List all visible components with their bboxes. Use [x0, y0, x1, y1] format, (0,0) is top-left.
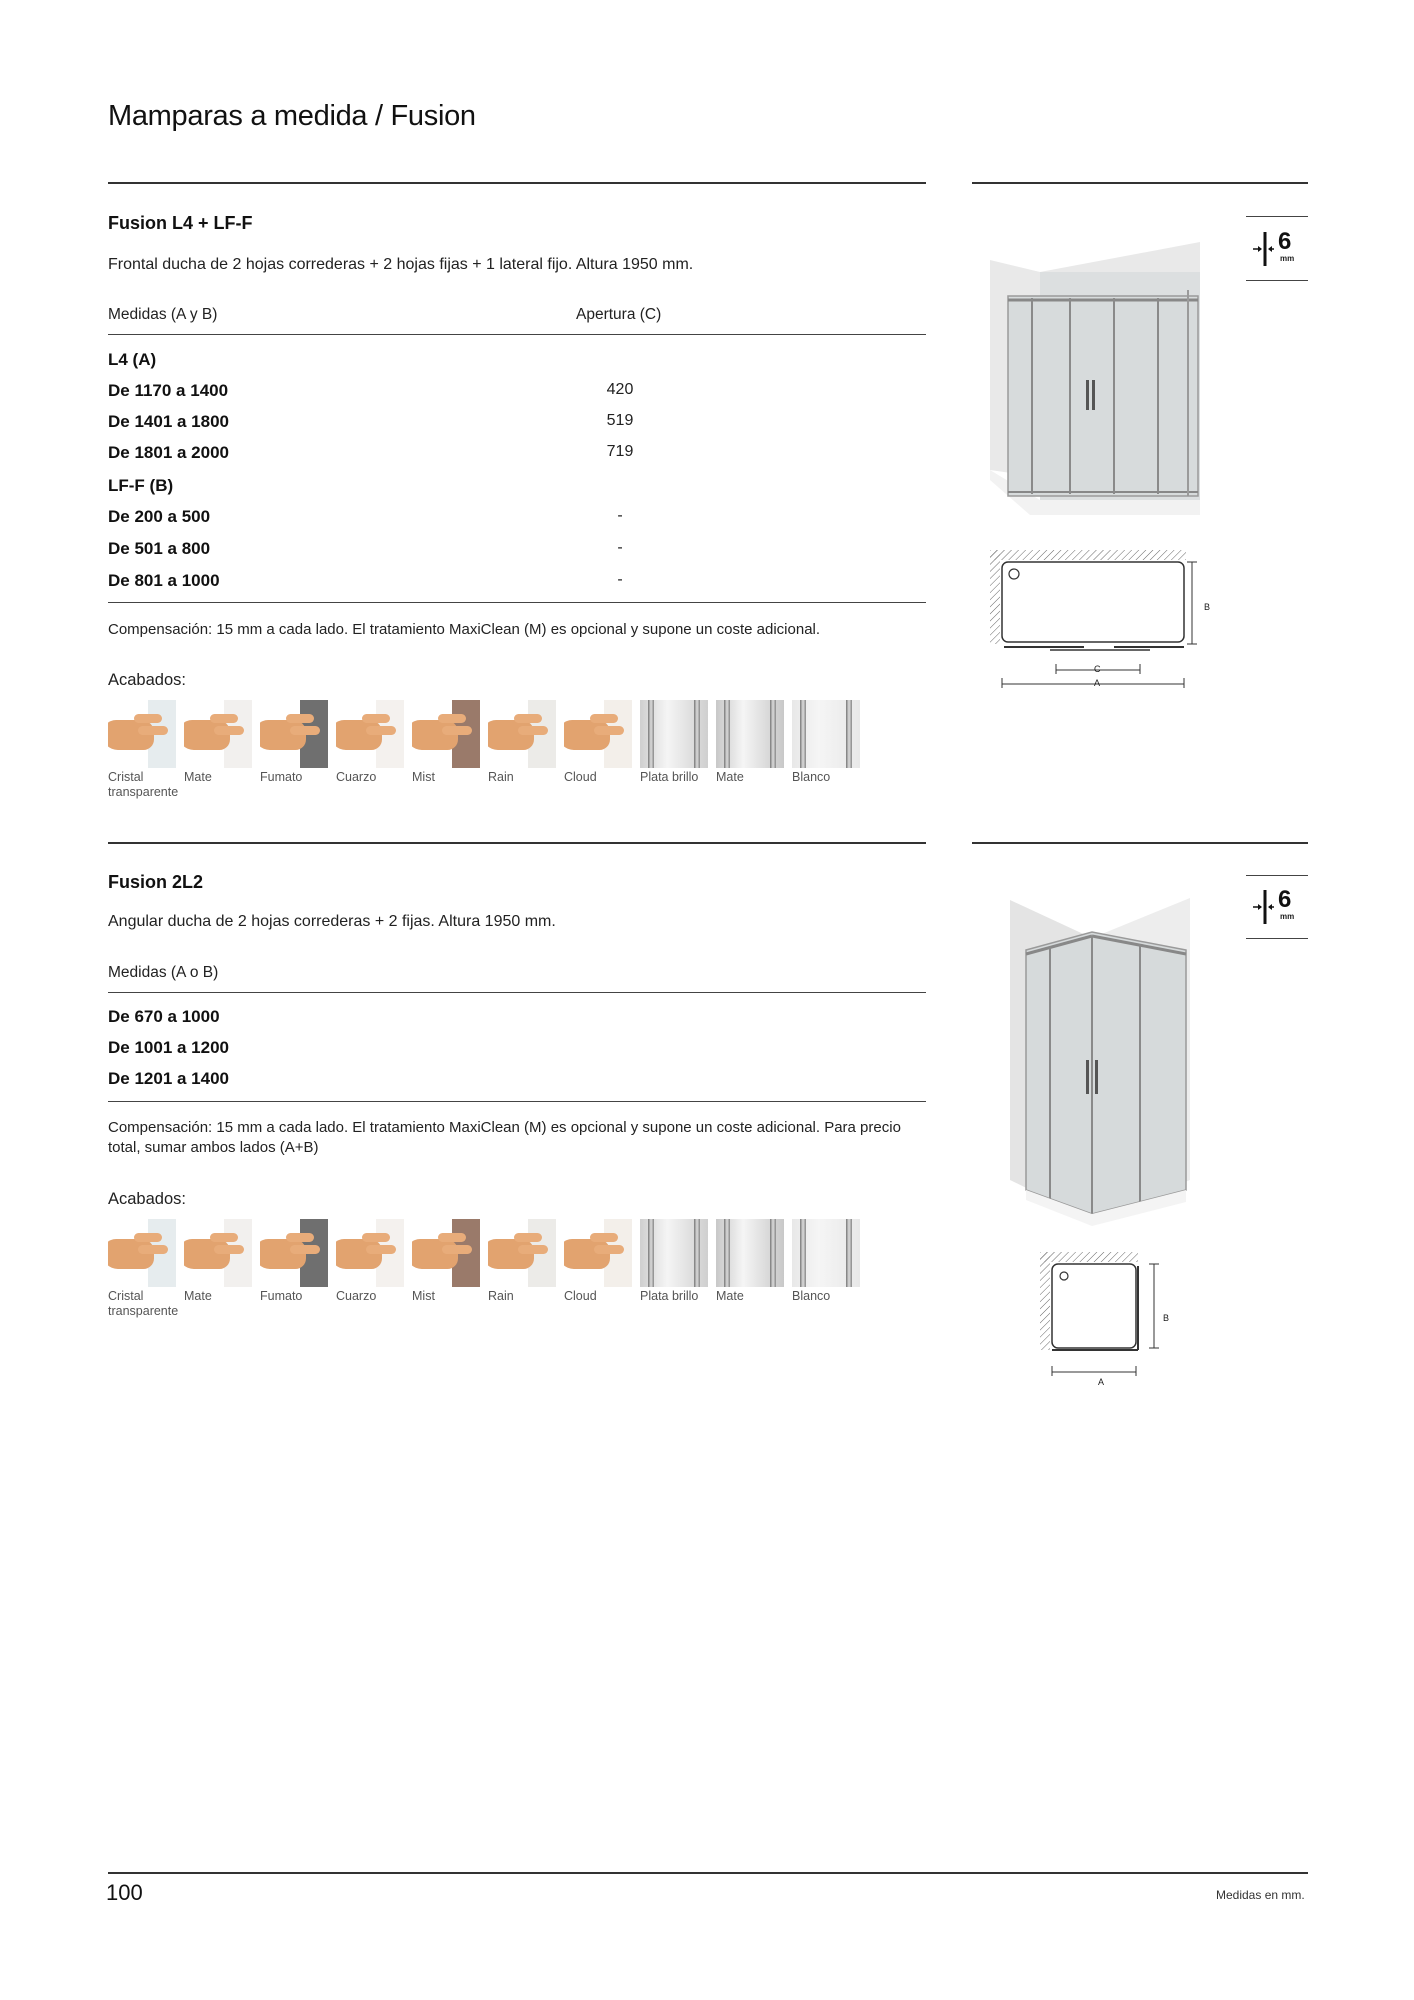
hand-illustration — [412, 1239, 458, 1269]
glass-thickness-badge — [1252, 230, 1308, 270]
section2-plan-diagram — [1040, 1252, 1180, 1392]
finish-label: Rain — [488, 1289, 514, 1303]
table-row: De 670 a 1000 — [108, 1007, 220, 1026]
profile-bar — [694, 1219, 700, 1287]
row-label: De 1401 a 1800 — [108, 412, 229, 431]
profile-bar — [724, 700, 730, 768]
section2-finishes — [108, 1219, 860, 1319]
finish-swatch — [108, 700, 179, 800]
section2-header-rule — [108, 992, 926, 993]
finish-label: Blanco — [792, 1289, 831, 1303]
finish-image — [260, 1219, 328, 1287]
hand-finger — [438, 714, 466, 723]
hand-finger — [214, 726, 244, 735]
hand-illustration — [564, 720, 610, 750]
hand-finger — [438, 1233, 466, 1242]
finish-image — [108, 1219, 176, 1287]
hand-finger — [138, 1245, 168, 1254]
row-value: - — [617, 507, 623, 524]
hand-illustration — [260, 1239, 306, 1269]
finish-swatch — [108, 1219, 179, 1319]
hand-finger — [290, 726, 320, 735]
row-value: 519 — [606, 412, 634, 429]
finish-image — [792, 700, 860, 768]
profile-bar — [770, 700, 776, 768]
finish-image — [640, 700, 708, 768]
finish-image — [108, 700, 176, 768]
finish-image — [336, 700, 404, 768]
profile-bar — [800, 1219, 806, 1287]
hand-finger — [210, 714, 238, 723]
finish-image — [640, 1219, 708, 1287]
hand-finger — [362, 1233, 390, 1242]
finish-swatch — [184, 700, 252, 800]
diagram-label-a: A — [1094, 678, 1101, 688]
finish-image — [260, 700, 328, 768]
profile-bar — [648, 1219, 654, 1287]
finish-image — [564, 1219, 632, 1287]
section2-finishes-label: Acabados: — [108, 1190, 186, 1208]
finish-label: Cristal transparente — [108, 1289, 179, 1318]
finish-label: Rain — [488, 770, 514, 784]
finish-swatch — [184, 1219, 252, 1319]
finish-image — [488, 1219, 556, 1287]
badge-value: 6 — [1278, 886, 1292, 913]
hand-finger — [214, 1245, 244, 1254]
hand-illustration — [184, 720, 230, 750]
hand-illustration — [108, 720, 154, 750]
section1-plan-diagram — [990, 550, 1230, 700]
section1-column-opening: Apertura (C) — [576, 306, 662, 323]
finish-label: Cuarzo — [336, 770, 377, 784]
badge-rule-bottom — [1246, 938, 1308, 939]
section1-group-l4: L4 (A) — [108, 350, 157, 369]
hand-illustration — [488, 1239, 534, 1269]
section1-top-rule — [108, 182, 926, 184]
section2-description: Angular ducha de 2 hojas correderas + 2 fijas. Altura 1950 mm. — [108, 913, 556, 930]
row-value: 719 — [606, 443, 634, 460]
hand-finger — [442, 726, 472, 735]
finish-label: Fumato — [260, 1289, 303, 1303]
section2-product-name: Fusion 2L2 — [108, 872, 204, 892]
hand-finger — [138, 726, 168, 735]
finish-swatch — [412, 700, 480, 800]
hand-finger — [590, 1233, 618, 1242]
hand-finger — [134, 714, 162, 723]
finish-label: Cuarzo — [336, 1289, 377, 1303]
finish-swatch — [412, 1219, 480, 1319]
finish-label: Mate — [184, 1289, 212, 1303]
row-label: De 801 a 1000 — [108, 571, 220, 590]
finish-swatch — [260, 1219, 328, 1319]
finish-swatch — [336, 1219, 404, 1319]
finish-swatch — [792, 1219, 860, 1319]
hand-finger — [286, 714, 314, 723]
section1-header-rule — [108, 334, 926, 335]
hand-illustration — [564, 1239, 610, 1269]
finish-swatch — [716, 1219, 784, 1319]
badge-rule-top — [1246, 875, 1308, 876]
finish-label: Blanco — [792, 770, 831, 784]
finish-swatch — [488, 1219, 556, 1319]
section1-group-lff: LF-F (B) — [108, 476, 174, 495]
finish-label: Mist — [412, 1289, 435, 1303]
row-label: De 501 a 800 — [108, 539, 211, 558]
finish-image — [792, 1219, 860, 1287]
row-value: - — [617, 571, 623, 588]
row-value: - — [617, 539, 623, 556]
finish-swatch — [260, 700, 328, 800]
hand-finger — [366, 726, 396, 735]
hand-illustration — [336, 720, 382, 750]
finish-label: Mate — [184, 770, 212, 784]
units-footnote: Medidas en mm. — [1216, 1888, 1305, 1902]
hand-finger — [134, 1233, 162, 1242]
row-label: De 1801 a 2000 — [108, 443, 229, 462]
row-label: De 1170 a 1400 — [108, 381, 229, 400]
hand-illustration — [412, 720, 458, 750]
section1-finishes — [108, 700, 860, 800]
section1-column-measures: Medidas (A y B) — [108, 306, 218, 323]
section2-top-rule — [108, 842, 926, 844]
section2-column-measures: Medidas (A o B) — [108, 964, 219, 981]
finish-label: Cristal transparente — [108, 770, 179, 799]
section2-product-image — [1010, 890, 1200, 1230]
hand-finger — [514, 1233, 542, 1242]
badge-unit: mm — [1280, 254, 1295, 263]
hand-illustration — [260, 720, 306, 750]
diagram-label-a: A — [1098, 1377, 1105, 1387]
hand-finger — [594, 1245, 624, 1254]
finish-label: Cloud — [564, 1289, 597, 1303]
finish-label: Mist — [412, 770, 435, 784]
section2-bottom-rule — [108, 1101, 926, 1102]
section1-product-image — [990, 230, 1210, 530]
hand-finger — [442, 1245, 472, 1254]
finish-swatch — [564, 700, 632, 800]
table-row: De 1001 a 1200 — [108, 1038, 229, 1057]
finish-swatch — [792, 700, 860, 800]
finish-label: Cloud — [564, 770, 597, 784]
finish-image — [564, 700, 632, 768]
hand-finger — [518, 726, 548, 735]
badge-value: 6 — [1278, 228, 1292, 255]
finish-image — [412, 1219, 480, 1287]
finish-image — [716, 700, 784, 768]
profile-bar — [724, 1219, 730, 1287]
badge-unit: mm — [1280, 912, 1295, 921]
finish-label: Mate — [716, 770, 744, 784]
finish-swatch — [640, 1219, 708, 1319]
footer-rule — [108, 1872, 1308, 1874]
section2-note: Compensación: 15 mm a cada lado. El tratamiento MaxiClean (M) es opcional y supone un coste adicional. Para precio total, sumar ambos lados (A+B) — [108, 1119, 901, 1156]
hand-finger — [286, 1233, 314, 1242]
page-title: Mamparas a medida / Fusion — [108, 100, 476, 132]
profile-bar — [846, 1219, 852, 1287]
section1-note: Compensación: 15 mm a cada lado. El tratamiento MaxiClean (M) es opcional y supone un coste adicional. — [108, 621, 821, 638]
finish-image — [488, 700, 556, 768]
badge-rule-top — [1246, 216, 1308, 217]
profile-bar — [694, 700, 700, 768]
section1-bottom-rule — [108, 602, 926, 603]
finish-image — [184, 700, 252, 768]
hand-illustration — [108, 1239, 154, 1269]
finish-label: Plata brillo — [640, 1289, 699, 1303]
hand-finger — [514, 714, 542, 723]
finish-swatch — [640, 700, 708, 800]
diagram-label-b: B — [1204, 602, 1211, 612]
finish-label: Mate — [716, 1289, 744, 1303]
hand-finger — [590, 714, 618, 723]
hand-illustration — [488, 720, 534, 750]
hand-finger — [594, 726, 624, 735]
hand-finger — [366, 1245, 396, 1254]
finish-swatch — [336, 700, 404, 800]
hand-illustration — [184, 1239, 230, 1269]
glass-thickness-badge — [1252, 888, 1308, 928]
row-label: De 200 a 500 — [108, 507, 211, 526]
finish-swatch — [564, 1219, 632, 1319]
hand-illustration — [336, 1239, 382, 1269]
finish-swatch — [488, 700, 556, 800]
hand-finger — [362, 714, 390, 723]
finish-swatch — [716, 700, 784, 800]
glass-thickness-icon — [1252, 888, 1274, 926]
row-value: 420 — [606, 381, 634, 398]
hand-finger — [518, 1245, 548, 1254]
finish-label: Plata brillo — [640, 770, 699, 784]
section1-finishes-label: Acabados: — [108, 671, 186, 689]
table-row: De 1201 a 1400 — [108, 1069, 229, 1088]
diagram-label-c: C — [1094, 664, 1101, 674]
profile-bar — [846, 700, 852, 768]
page-number: 100 — [106, 1880, 143, 1905]
section1-description: Frontal ducha de 2 hojas correderas + 2 hojas fijas + 1 lateral fijo. Altura 1950 mm. — [108, 256, 694, 273]
section1-side-rule — [972, 182, 1308, 184]
glass-thickness-icon — [1252, 230, 1274, 268]
finish-image — [184, 1219, 252, 1287]
profile-bar — [648, 700, 654, 768]
profile-bar — [800, 700, 806, 768]
section2-side-rule — [972, 842, 1308, 844]
finish-image — [716, 1219, 784, 1287]
finish-image — [336, 1219, 404, 1287]
section1-product-name: Fusion L4 + LF-F — [108, 213, 253, 233]
finish-image — [412, 700, 480, 768]
profile-bar — [770, 1219, 776, 1287]
badge-rule-bottom — [1246, 280, 1308, 281]
hand-finger — [210, 1233, 238, 1242]
finish-label: Fumato — [260, 770, 303, 784]
hand-finger — [290, 1245, 320, 1254]
diagram-label-b: B — [1163, 1313, 1170, 1323]
